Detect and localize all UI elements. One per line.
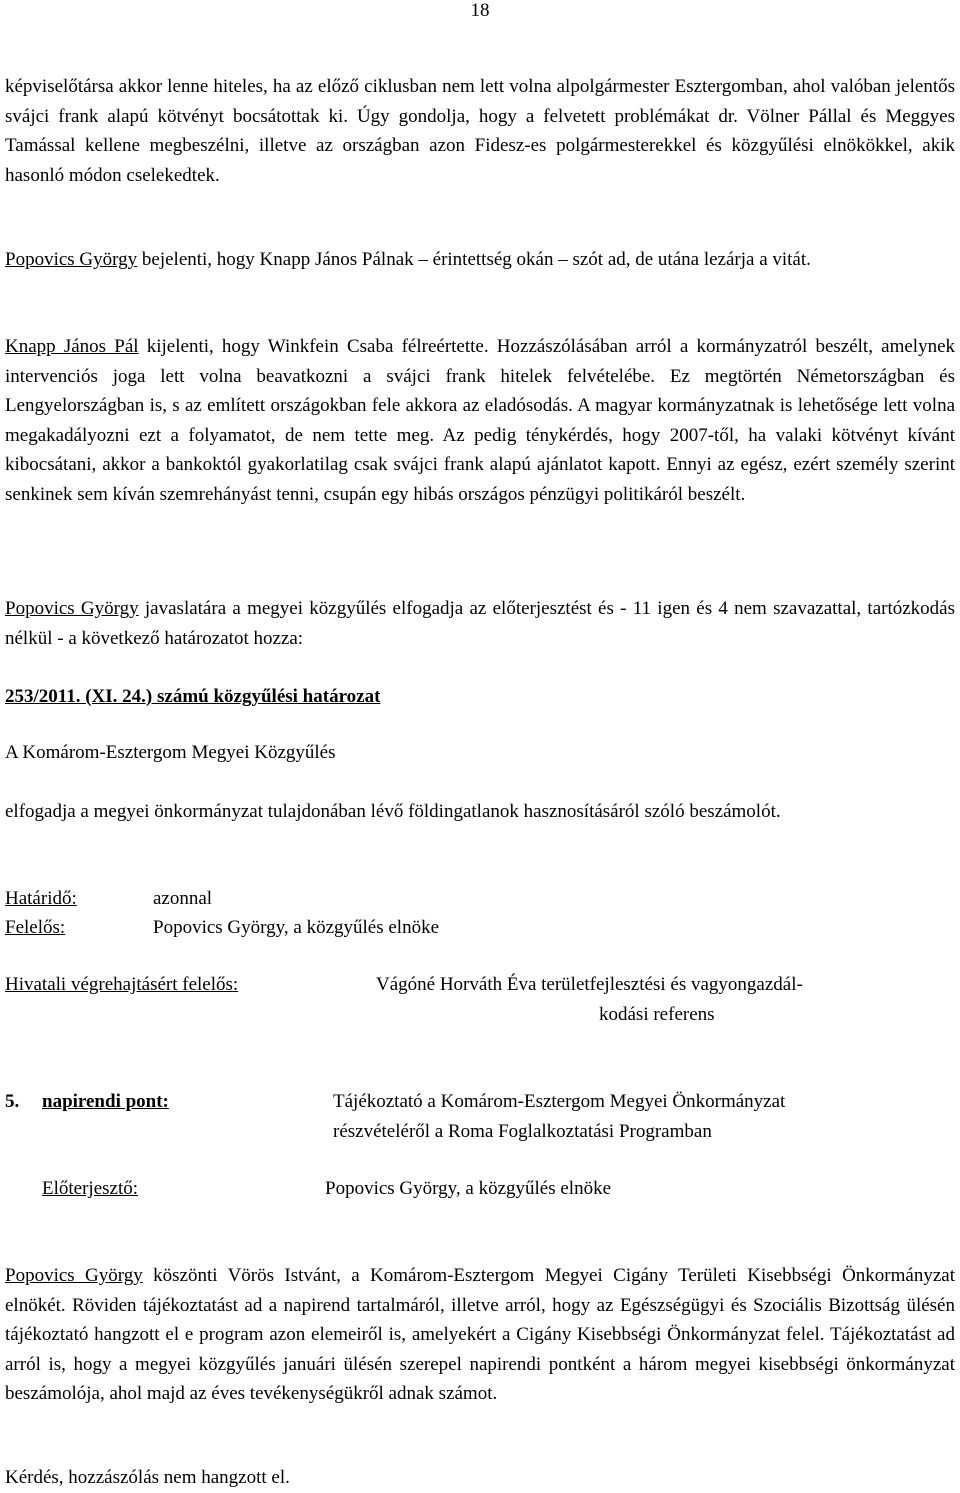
paragraph-1: képviselőtársa akkor lenne hiteles, ha az előző ciklusban nem lett volna alpolgármester Esztergomban, ahol valóban jelentős svájci frank alapú kötvényt bocsátottak ki. Úgy gondolja, hogy a felvetett problémákat dr. Völner Pállal és Meggyes Tamással kellene megbeszélni, illetve az országban azon Fidesz-es polgármesterekkel és közgyűlési elnökökkel, akik hasonló módon cselekedtek. [5, 76, 955, 186]
presenter-value: Popovics György, a közgyűlés elnöke [325, 1178, 612, 1199]
paragraph-text: bejelenti, hogy Knapp János Pálnak – érintettség okán – szót ad, de utána lezárja a vitát. [137, 249, 811, 270]
responsible-label: Felelős: [5, 917, 66, 938]
paragraph-text: kijelenti, hogy Winkfein Csaba félreértette. Hozzászólásában arról a kormányzatról beszélt, amelynek intervenciós joga lett volna beavatkozni a svájci frank hitelek felvételébe. Ez megtörtén Németországban és Lengyelországban is, s az említett országokban fele akkora az eladósodás. A magyar kormányzatnak is lehetősége lett volna megakadályozni ezt a folyamatot, de nem tette meg. Az pedig ténykérdés, hogy 2007-től, ha valaki kötvényt kívánt kibocsátani, akkor a bankoktól gyakorlatilag csak svájci frank alapú ajánlatot kapott. Ennyi az egész, ezért személy szerint senkinek sem kíván szemrehányást tenni, csupán egy hibás országos pénzügyi politikáról beszélt. [5, 336, 956, 505]
paragraph-text: köszönti Vörös Istvánt, a Komárom-Esztergom Megyei Cigány Területi Kisebbségi Önkormányzat elnökét. Röviden tájékoztatást ad a napirend tartalmáról, illetve arról, hogy az Egészségügyi és Szociális Bizottság ülésén tájékoztató hangzott el e program azon elemeiről is, amelyekért a Cigány Kisebbségi Önkormányzat felel. Tájékoztatást ad arról is, hogy a megyei közgyűlés januári ülésén szerepel napirendi pontként a három megyei kisebbségi önkormányzat beszámolója, ahol majd az éves tevékenységükről adnak számot. [5, 1265, 955, 1404]
paragraph-2 [5, 245, 955, 275]
paragraph-4 [5, 594, 955, 653]
office-responsible-value-line-2: kodási referens [599, 1004, 715, 1025]
paragraph-3 [5, 332, 955, 509]
resolution-decision: elfogadja a megyei önkormányzat tulajdonában lévő földingatlanok hasznosításáról szóló beszámolót. [5, 801, 781, 822]
speaker-name: Popovics György [5, 598, 139, 619]
deadline-value: azonnal [153, 888, 213, 909]
resolution-body-name: A Komárom-Esztergom Megyei Közgyűlés [5, 742, 336, 763]
responsible-value: Popovics György, a közgyűlés elnöke [153, 917, 440, 938]
presenter-label: Előterjesztő: [42, 1178, 139, 1199]
speaker-name: Popovics György [5, 249, 138, 270]
paragraph-text: javaslatára a megyei közgyűlés elfogadja az előterjesztést és - 11 igen és 4 nem szavazattal, tartózkodás nélkül - a következő határozatot hozza: [5, 598, 955, 649]
speaker-name: Popovics György [5, 1265, 143, 1286]
paragraph-6: Kérdés, hozzászólás nem hangzott el. [5, 1467, 290, 1488]
resolution-title: 253/2011. (XI. 24.) számú közgyűlési határozat [5, 686, 381, 707]
speaker-name: Knapp János Pál [5, 336, 139, 357]
deadline-label: Határidő: [5, 888, 77, 909]
agenda-number: 5. [5, 1091, 20, 1112]
paragraph-5 [5, 1261, 955, 1409]
office-responsible-label: Hivatali végrehajtásért felelős: [5, 974, 239, 995]
agenda-label: napirendi pont: [42, 1091, 169, 1112]
page-number: 18 [470, 0, 490, 21]
agenda-title-line-1: Tájékoztató a Komárom-Esztergom Megyei Önkormányzat [333, 1091, 786, 1112]
office-responsible-value-line-1: Vágóné Horváth Éva területfejlesztési és vagyongazdál- [376, 974, 803, 995]
agenda-title-line-2: részvételéről a Roma Foglalkoztatási Programban [333, 1121, 712, 1142]
